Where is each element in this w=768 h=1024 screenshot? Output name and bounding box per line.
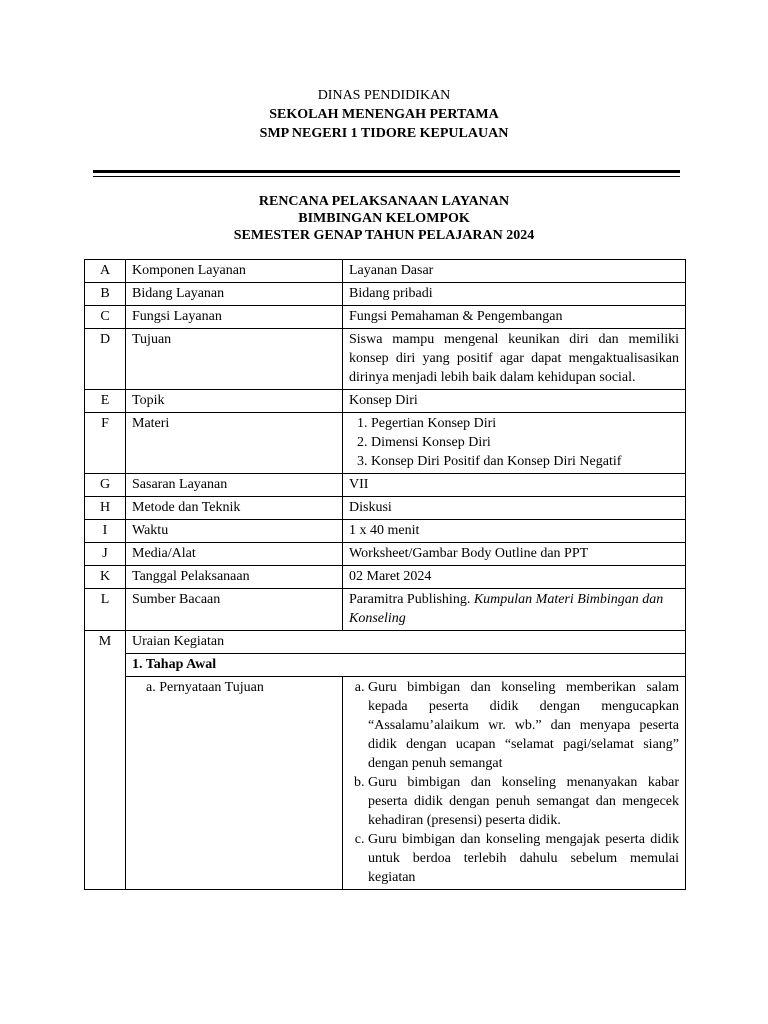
row-value: 02 Maret 2024	[343, 566, 686, 589]
row-label: Tujuan	[126, 329, 343, 390]
title-line-2: BIMBINGAN KELOMPOK	[298, 211, 470, 226]
row-label: Materi	[126, 413, 343, 474]
table-row	[85, 589, 686, 631]
row-label: Sumber Bacaan	[126, 589, 343, 631]
table-row	[85, 260, 686, 283]
source-title: Kumpulan Materi Bimbingan dan Konseling	[349, 592, 664, 626]
row-code: J	[85, 543, 126, 566]
kegiatan-items	[343, 677, 686, 890]
row-label: Uraian Kegiatan	[126, 631, 686, 654]
row-code: D	[85, 329, 126, 390]
row-value-materi	[343, 413, 686, 474]
row-code: F	[85, 413, 126, 474]
plan-table	[84, 259, 686, 890]
row-value: 1 x 40 menit	[343, 520, 686, 543]
row-code: I	[85, 520, 126, 543]
header-agency: DINAS PENDIDIKAN	[317, 88, 451, 103]
table-row	[85, 306, 686, 329]
row-label: Fungsi Layanan	[126, 306, 343, 329]
row-code: K	[85, 566, 126, 589]
kegiatan-list	[349, 678, 679, 887]
title-line-3: SEMESTER GENAP TAHUN PELAJARAN 2024	[233, 228, 535, 243]
row-code: C	[85, 306, 126, 329]
row-code: A	[85, 260, 126, 283]
source-publisher: Paramitra Publishing.	[349, 592, 474, 607]
row-value: Konsep Diri	[343, 390, 686, 413]
table-row	[85, 283, 686, 306]
row-label: Waktu	[126, 520, 343, 543]
row-value: Layanan Dasar	[343, 260, 686, 283]
row-value-sumber	[343, 589, 686, 631]
title-line-1: RENCANA PELAKSANAAN LAYANAN	[258, 194, 510, 209]
header-school-name: SMP NEGERI 1 TIDORE KEPULAUAN	[259, 126, 509, 141]
row-code: E	[85, 390, 126, 413]
row-value: VII	[343, 474, 686, 497]
row-code: H	[85, 497, 126, 520]
row-label: Bidang Layanan	[126, 283, 343, 306]
row-label: Topik	[126, 390, 343, 413]
row-code: G	[85, 474, 126, 497]
row-label: Sasaran Layanan	[126, 474, 343, 497]
letterhead-divider-thick	[93, 170, 680, 173]
table-row	[85, 329, 686, 390]
list-item: c. Guru bimbigan dan konseling mengajak peserta didik untuk berdoa terlebih dahulu sebelum memulai kegiatan	[368, 830, 679, 887]
row-value: Diskusi	[343, 497, 686, 520]
row-value: Fungsi Pemahaman & Pengembangan	[343, 306, 686, 329]
row-code: B	[85, 283, 126, 306]
table-row	[85, 474, 686, 497]
row-value-tujuan: Siswa mampu mengenal keunikan diri dan memiliki konsep diri yang positif agar dapat mengaktualisasikan dirinya menjadi lebih baik dalam kehidupan social.	[343, 329, 686, 390]
list-item: b. Guru bimbigan dan konseling menanyakan kabar peserta didik dengan penuh semangat dan mengecek kehadiran (presensi) peserta didik.	[368, 773, 679, 830]
list-item: 3. Konsep Diri Positif dan Konsep Diri Negatif	[371, 452, 679, 471]
row-label: Metode dan Teknik	[126, 497, 343, 520]
table-row	[85, 631, 686, 654]
row-value: Worksheet/Gambar Body Outline dan PPT	[343, 543, 686, 566]
table-row	[85, 390, 686, 413]
row-label: Tanggal Pelaksanaan	[126, 566, 343, 589]
sub-label: a. Pernyataan Tujuan	[126, 677, 343, 890]
stage-title: 1. Tahap Awal	[126, 654, 686, 677]
table-row	[85, 543, 686, 566]
row-code: L	[85, 589, 126, 631]
row-code: M	[85, 631, 126, 890]
materi-list	[349, 414, 679, 471]
row-value: Bidang pribadi	[343, 283, 686, 306]
table-row	[85, 520, 686, 543]
letterhead-divider-thin	[93, 176, 680, 177]
letterhead	[0, 86, 768, 143]
header-school-type: SEKOLAH MENENGAH PERTAMA	[269, 107, 499, 122]
table-row	[85, 677, 686, 890]
list-item: a. Guru bimbigan dan konseling memberikan salam kepada peserta didik dengan mengucapkan “Assalamu’alaikum wr. wb.” dan menyapa peserta didik dengan ucapan “selamat pagi/selamat siang” dengan penuh semangat	[368, 678, 679, 773]
list-item: 2. Dimensi Konsep Diri	[371, 433, 679, 452]
row-label: Media/Alat	[126, 543, 343, 566]
document-title	[0, 193, 768, 244]
table-row	[85, 413, 686, 474]
row-label: Komponen Layanan	[126, 260, 343, 283]
table-row	[85, 497, 686, 520]
table-row	[85, 566, 686, 589]
table-row	[85, 654, 686, 677]
list-item: 1. Pegertian Konsep Diri	[371, 414, 679, 433]
